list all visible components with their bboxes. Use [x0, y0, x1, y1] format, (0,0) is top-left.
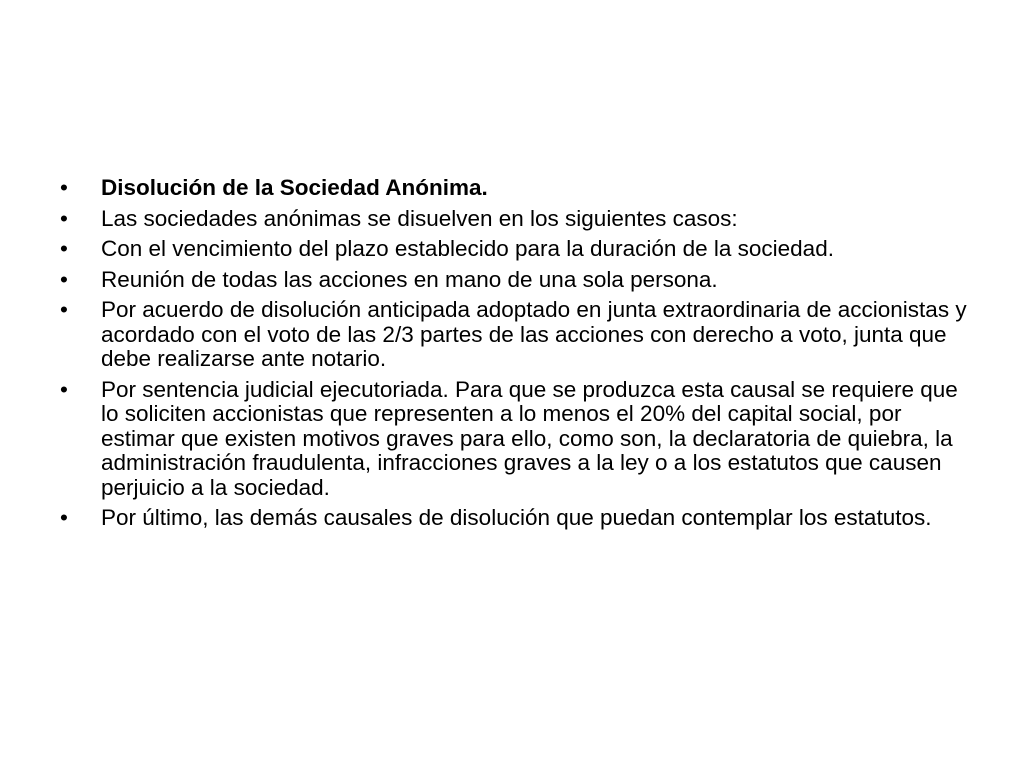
bullet-list	[60, 176, 980, 537]
list-item	[60, 378, 980, 501]
bullet-icon: •	[60, 266, 68, 292]
list-item	[60, 176, 980, 201]
slide-heading: Disolución de la Sociedad Anónima.	[101, 175, 488, 200]
bullet-icon: •	[60, 205, 68, 231]
list-item-text: Las sociedades anónimas se disuelven en los siguientes casos:	[101, 205, 738, 231]
list-item	[60, 207, 980, 232]
bullet-icon: •	[60, 376, 68, 402]
list-item	[60, 506, 980, 531]
bullet-icon: •	[60, 297, 68, 322]
list-item-text: Con el vencimiento del plazo establecido para la duración de la sociedad.	[101, 236, 834, 261]
bullet-icon: •	[60, 505, 68, 530]
list-item-text: Por acuerdo de disolución anticipada adoptado en junta extraordinaria de accionistas y acordado con el voto de las 2/3 partes de las acciones con derecho a voto, junta que debe realizarse ante notario.	[101, 297, 967, 371]
list-item	[60, 298, 980, 372]
bullet-icon: •	[60, 236, 68, 261]
list-item-text: Reunión de todas las acciones en mano de una sola persona.	[101, 266, 718, 292]
list-item	[60, 237, 980, 262]
list-item	[60, 268, 980, 293]
bullet-icon: •	[60, 175, 68, 200]
list-item-text: Por último, las demás causales de disolución que puedan contemplar los estatutos.	[101, 505, 932, 530]
list-item-text: Por sentencia judicial ejecutoriada. Para que se produzca esta causal se requiere que lo soliciten accionistas que representen a lo menos el 20% del capital social, por estimar que existen motivos graves para ello, como son, la declaratoria de quiebra, la administración fraudulenta, infracciones graves a la ley o a los estatutos que causen perjuicio a la sociedad.	[101, 376, 958, 500]
